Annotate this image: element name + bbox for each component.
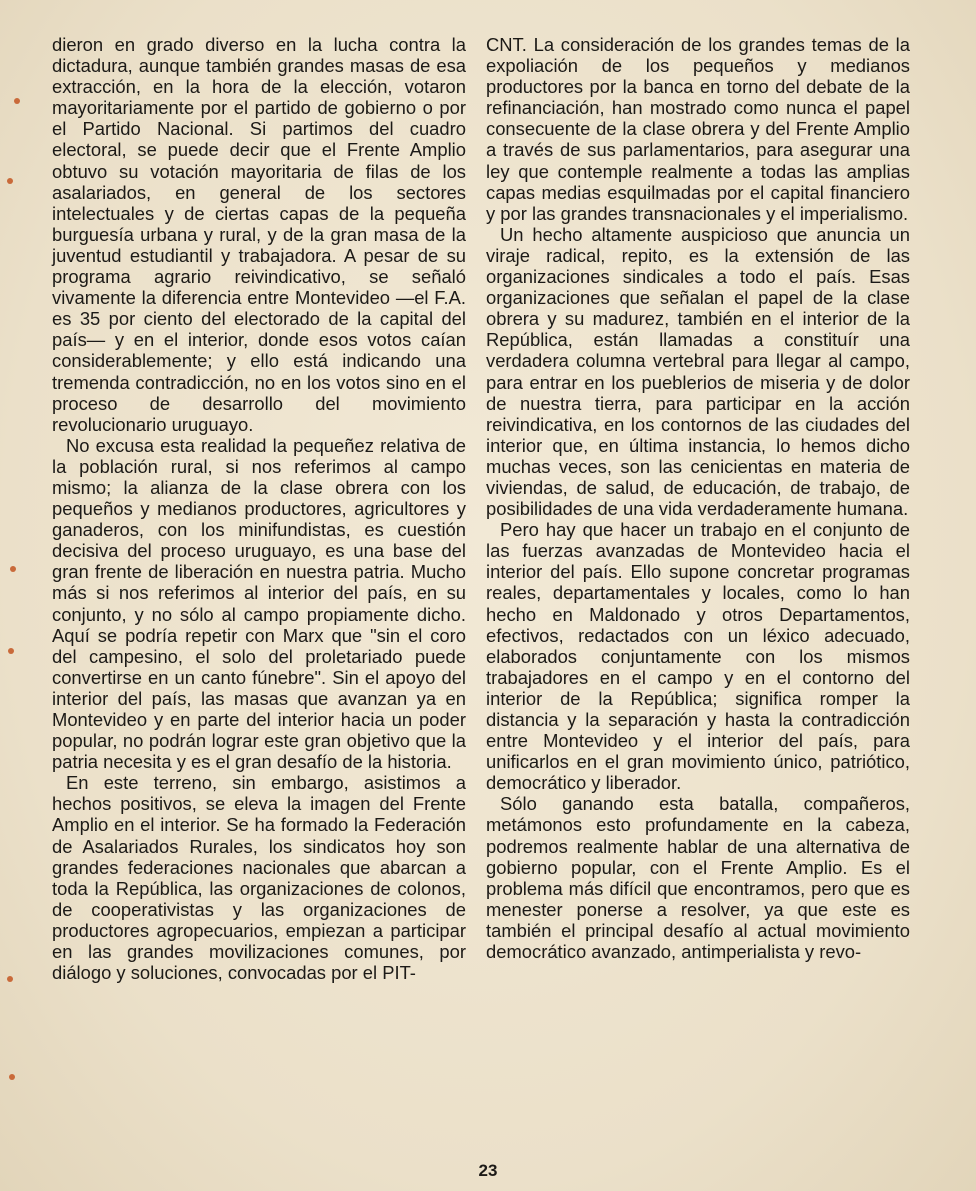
paragraph: No excusa esta realidad la pequeñez relativa de la población rural, si nos referimos al campo mismo; la alianza de la clase obrera con los pequeños y medianos productores, agricultores y ganaderos, con los minifundistas, es cuestión decisiva del proceso uruguayo, es una base del gran frente de liberación en nuestra patria. Mucho más si nos referimos al interior del país, en su conjunto, y no sólo al campo propiamente dicho. Aquí se podría repetir con Marx que "sin el coro del campesino, el solo del proletariado puede convertirse en un canto fúnebre". Sin el apoyo del interior del país, las masas que avanzan ya en Montevideo y en parte del interior hacia un poder popular, no podrán lograr este gran objetivo que la patria necesita y es el gran desafío de la historia.	[52, 434, 466, 773]
paragraph: En este terreno, sin embargo, asistimos a hechos positivos, se eleva la imagen del Frente Amplio en el interior. Se ha formado la Federación de Asalariados Rurales, los sindicatos hoy son grandes federaciones nacionales que abarcan a toda la República, las organizaciones de colonos, de cooperativistas y las organizaciones de productores agropecuarios, empiezan a participar en las grandes movilizaciones comunes, por diálogo y soluciones, convocadas por el PIT-	[52, 772, 466, 984]
paragraph: CNT. La consideración de los grandes temas de la expoliación de los pequeños y medianos productores por la banca en torno del debate de la refinanciación, han mostrado como nunca el papel consecuente de la clase obrera y del Frente Amplio a través de sus parlamentarios, para asegurar una ley que contemple realmente a todas las amplias capas medias esquilmadas por el capital financiero y por las grandes transnacionales y el imperialismo.	[486, 34, 910, 224]
margin-mark	[14, 98, 20, 104]
margin-mark	[9, 1074, 15, 1080]
margin-mark	[7, 976, 13, 982]
margin-mark	[10, 566, 16, 572]
paragraph: Un hecho altamente auspicioso que anuncia un viraje radical, repito, es la extensión de las organizaciones sindicales a todo el país. Esas organizaciones que señalan el papel de la clase obrera y su madurez, también en el interior de la República, están llamadas a constituír una verdadera columna vertebral para llegar al campo, para entrar en los pueblerios de miseria y de dolor de nuestra tierra, para participar en la acción reivindicativa, en los contornos de las ciudades del interior que, en última instancia, lo hemos dicho muchas veces, son las cenicientas en materia de viviendas, de salud, de educación, de trabajo, de posibilidades de una vida verdaderamente humana.	[486, 223, 910, 520]
paragraph: Sólo ganando esta batalla, compañeros, metámonos esto profundamente en la cabeza, podremos realmente hablar de una alternativa de gobierno popular, con el Frente Amplio. Es el problema más difícil que encontramos, pero que es menester ponerse a resolver, ya que este es también el principal desafío al actual movimiento democrático avanzado, antimperialista y revo-	[486, 793, 910, 963]
page-number: 23	[478, 1161, 498, 1180]
paragraph: dieron en grado diverso en la lucha contra la dictadura, aunque también grandes masas de esa extracción, en la hora de la elección, votaron mayoritariamente por el partido de gobierno o por el Partido Nacional. Si partimos del cuadro electoral, se puede decir que el Frente Amplio obtuvo su votación mayoritaria de filas de los asalariados, en general de los sectores intelectuales y de ciertas capas de la pequeña burguesía urbana y rural, y de la gran masa de la juventud estudiantil y trabajadora. A pesar de su programa agrario reivindicativo, se señaló vivamente la diferencia entre Montevideo —el F.A. es 35 por ciento del electorado de la capital del país— y en el interior, donde esos votos caían considerablemente; y ello está indicando una tremenda contradicción, no en los votos sino en el proceso de desarrollo del movimiento revolucionario uruguayo.	[52, 34, 466, 435]
right-text-column	[486, 34, 910, 962]
paragraph: Pero hay que hacer un trabajo en el conjunto de las fuerzas avanzadas de Montevideo hacia el interior del país. Ello supone concretar programas reales, departamentales y locales, como lo han hecho en Maldonado y otros Departamentos, efectivos, redactados con un léxico adecuado, elaborados conjuntamente con los mismos trabajadores en el campo y en el contorno del interior de la República; significa romper la distancia y la separación y hasta la contradicción entre Montevideo y el interior del país, para unificarlos en el gran movimiento único, patriótico, democrático y liberador.	[486, 519, 910, 794]
margin-mark	[7, 178, 13, 184]
margin-mark	[8, 648, 14, 654]
left-text-column	[52, 34, 466, 983]
